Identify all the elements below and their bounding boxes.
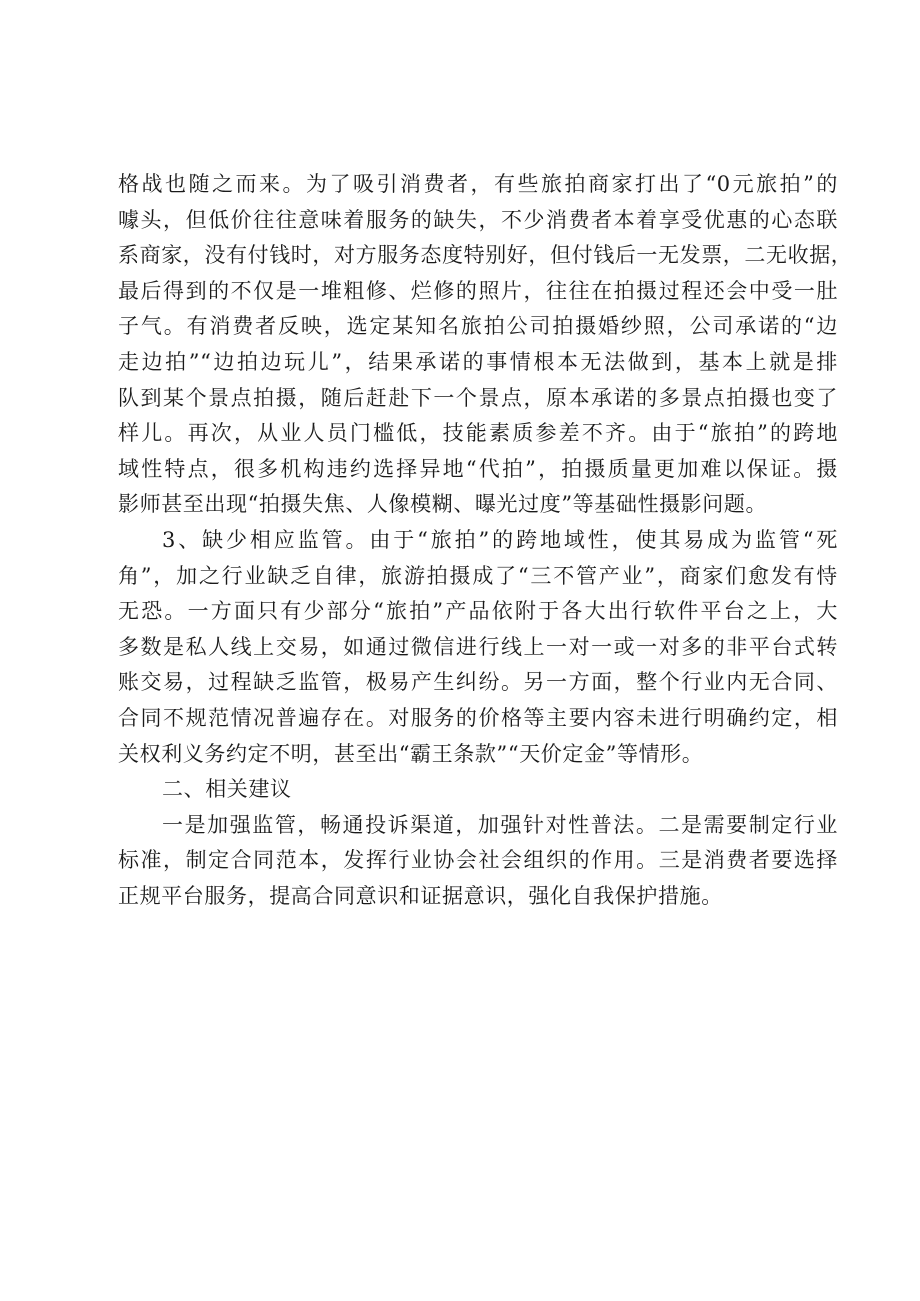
text-line: 走边拍”“边拍边玩儿”，结果承诺的事情根本无法做到，基本上就是排	[118, 349, 838, 374]
section-heading	[118, 772, 838, 808]
text-line: 域性特点，很多机构违约选择异地“代拍”，拍摄质量更加难以保证。摄	[118, 456, 838, 481]
text-line: 多数是私人线上交易，如通过微信进行线上一对一或一对多的非平台式转	[118, 634, 838, 659]
text-line: 账交易，过程缺乏监管，极易产生纠纷。另一方面，整个行业内无合同、	[118, 670, 838, 695]
text-line: 样儿。再次，从业人员门槛低，技能素质参差不齐。由于“旅拍”的跨地	[118, 421, 838, 446]
text-line: 子气。有消费者反映，选定某知名旅拍公司拍摄婚纱照，公司承诺的“边	[118, 314, 838, 339]
paragraph-supervision	[118, 523, 838, 772]
text-line: 最后得到的不仅是一堆粗修、烂修的照片，往往在拍摄过程还会中受一肚	[118, 278, 838, 303]
text-line: 合同不规范情况普遍存在。对服务的价格等主要内容未进行明确约定，相	[118, 705, 838, 730]
text-line: 噱头，但低价往往意味着服务的缺失，不少消费者本着享受优惠的心态联	[118, 207, 838, 232]
text-line: 二、相关建议	[162, 777, 292, 802]
text-line: 标准，制定合同范本，发挥行业协会社会组织的作用。三是消费者要选择	[118, 848, 838, 873]
text-line: 系商家，没有付钱时，对方服务态度特别好，但付钱后一无发票，二无收据，	[118, 243, 853, 268]
paragraph-continued	[118, 167, 853, 523]
text-line: 格战也随之而来。为了吸引消费者，有些旅拍商家打出了“0元旅拍”的	[118, 172, 838, 196]
text-line: 一是加强监管，畅通投诉渠道，加强针对性普法。二是需要制定行业	[162, 812, 838, 837]
text-line: 角”，加之行业缺乏自律，旅游拍摄成了“三不管产业”，商家们愈发有恃	[118, 563, 838, 588]
paragraph-suggestions	[118, 808, 838, 915]
document-body	[118, 167, 853, 914]
text-line: 正规平台服务，提高合同意识和证据意识，强化自我保护措施。	[118, 883, 723, 908]
text-line: 关权利义务约定不明，甚至出“霸王条款”“天价定金”等情形。	[118, 741, 704, 766]
text-line: 队到某个景点拍摄，随后赶赴下一个景点，原本承诺的多景点拍摄也变了	[118, 385, 838, 410]
text-line: 影师甚至出现“拍摄失焦、人像模糊、曝光过度”等基础性摄影问题。	[118, 492, 768, 517]
text-line: 无恐。一方面只有少部分“旅拍”产品依附于各大出行软件平台之上，大	[118, 599, 838, 624]
text-line: 3、缺少相应监管。由于“旅拍”的跨地域性，使其易成为监管“死	[162, 527, 838, 552]
